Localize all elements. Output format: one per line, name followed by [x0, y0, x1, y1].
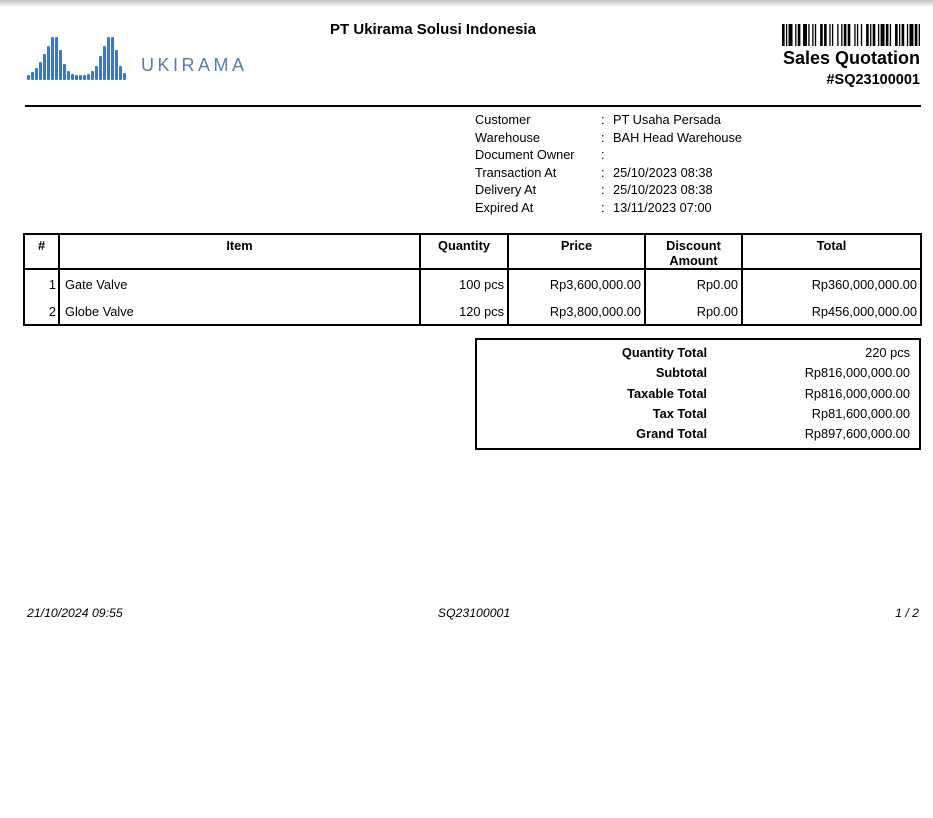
- summary-label: Grand Total: [636, 426, 707, 442]
- summary-label: Subtotal: [655, 365, 707, 381]
- table-row: [24, 269, 921, 297]
- info-row-document-owner: [475, 146, 742, 164]
- totals-summary-box: [475, 338, 921, 450]
- footer-printed-timestamp: 21/10/2024 09:55: [27, 606, 123, 620]
- summary-label: Quantity Total: [621, 345, 707, 360]
- cell-row-number: 2: [24, 297, 59, 325]
- barcode-icon: [782, 24, 920, 46]
- summary-value: Rp897,600,000.00: [804, 426, 910, 442]
- column-header-quantity: Quantity: [420, 234, 508, 269]
- info-colon: :: [601, 199, 605, 215]
- summary-row-quantity-total: [477, 343, 919, 363]
- header-divider-line: [25, 105, 921, 107]
- company-title: PT Ukirama Solusi Indonesia: [330, 21, 536, 38]
- summary-value: Rp816,000,000.00: [804, 385, 910, 401]
- footer-document-code: SQ23100001: [437, 606, 511, 620]
- info-label: Document Owner: [475, 147, 575, 162]
- cell-item-name: Gate Valve: [59, 269, 420, 297]
- summary-row-subtotal: [477, 363, 919, 383]
- summary-value: 220 pcs: [865, 345, 910, 360]
- column-header-price: Price: [508, 234, 645, 269]
- line-items-table: [23, 233, 922, 326]
- cell-item-name: Globe Valve: [59, 297, 420, 325]
- cell-price: Rp3,600,000.00: [508, 269, 645, 297]
- info-row-expired-at: [475, 199, 742, 217]
- column-header-discount-amount: Discount Amount: [645, 234, 742, 269]
- cell-discount-amount: Rp0.00: [645, 269, 742, 297]
- info-value: 25/10/2023 08:38: [613, 182, 713, 197]
- summary-label: Taxable Total: [627, 385, 707, 401]
- cell-total: Rp456,000,000.00: [742, 297, 921, 325]
- document-type-title: Sales Quotation: [782, 48, 920, 68]
- info-colon: :: [601, 147, 605, 162]
- page-footer: [27, 606, 921, 622]
- table-header-row: [24, 234, 921, 269]
- cell-quantity: 100 pcs: [420, 269, 508, 297]
- info-row-delivery-at: [475, 181, 742, 199]
- top-edge-shadow: [0, 0, 933, 7]
- document-info-block: [475, 111, 742, 216]
- info-row-customer: [475, 111, 742, 129]
- cell-row-number: 1: [24, 269, 59, 297]
- info-colon: :: [601, 112, 605, 127]
- document-identity-block: [782, 24, 920, 88]
- summary-row-tax-total: [477, 404, 919, 424]
- table-row: [24, 297, 921, 325]
- info-label: Warehouse: [475, 129, 540, 145]
- info-row-warehouse: [475, 129, 742, 147]
- cell-discount-amount: Rp0.00: [645, 297, 742, 325]
- info-label: Transaction At: [475, 164, 557, 180]
- company-logo: [27, 37, 248, 80]
- footer-page-indicator: 1 / 2: [895, 606, 919, 620]
- info-value: PT Usaha Persada: [613, 112, 721, 127]
- logo-wordmark: UKIRAMA: [141, 55, 248, 75]
- info-value: 13/11/2023 07:00: [613, 199, 712, 215]
- summary-value: Rp816,000,000.00: [804, 365, 910, 381]
- column-header-total: Total: [742, 234, 921, 269]
- cell-total: Rp360,000,000.00: [742, 269, 921, 297]
- summary-row-taxable-total: [477, 384, 919, 404]
- logo-bars-icon: [27, 37, 126, 80]
- document-number: #SQ23100001: [826, 72, 920, 88]
- info-value: BAH Head Warehouse: [613, 129, 742, 145]
- column-header-item: Item: [59, 234, 420, 269]
- info-colon: :: [601, 129, 605, 145]
- cell-price: Rp3,800,000.00: [508, 297, 645, 325]
- info-row-transaction-at: [475, 164, 742, 182]
- info-colon: :: [601, 164, 605, 180]
- info-label: Delivery At: [475, 182, 537, 197]
- info-label: Expired At: [475, 199, 534, 215]
- summary-row-grand-total: [477, 424, 919, 444]
- info-colon: :: [601, 182, 605, 197]
- cell-quantity: 120 pcs: [420, 297, 508, 325]
- summary-label: Tax Total: [652, 405, 707, 421]
- column-header-number: #: [24, 234, 59, 269]
- summary-value: Rp81,600,000.00: [811, 405, 910, 421]
- info-label: Customer: [475, 112, 531, 127]
- info-value: 25/10/2023 08:38: [613, 164, 713, 180]
